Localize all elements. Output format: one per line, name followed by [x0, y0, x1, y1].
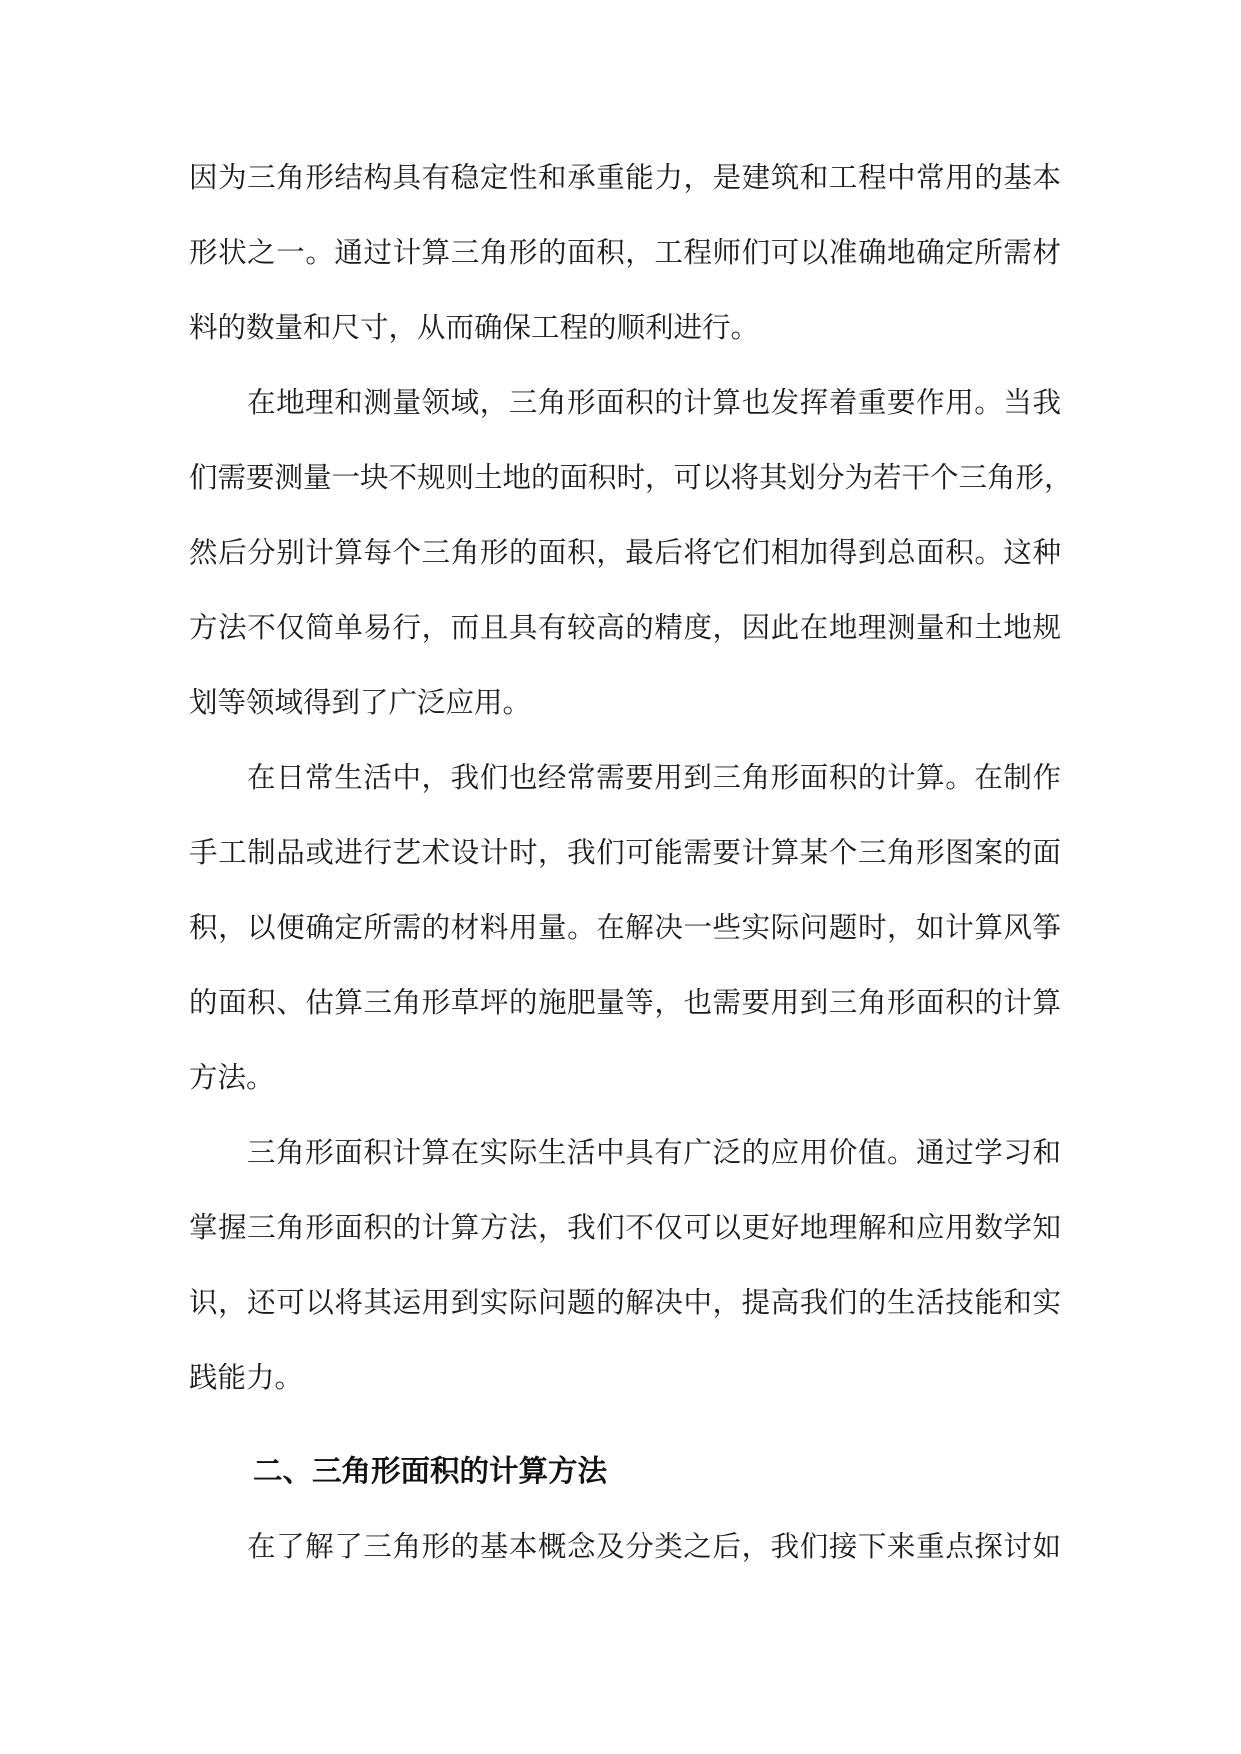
paragraph-line: 因为三角形结构具有稳定性和承重能力，是建筑和工程中常用的基本: [189, 161, 1061, 194]
paragraph-line: 掌握三角形面积的计算方法，我们不仅可以更好地理解和应用数学知: [189, 1211, 1061, 1244]
paragraph: [189, 365, 1073, 740]
document-body: [189, 140, 1073, 1584]
paragraph: [189, 740, 1061, 1115]
paragraph-line: 的面积、估算三角形草坪的施肥量等，也需要用到三角形面积的计算: [189, 986, 1061, 1019]
paragraph-line: 方法。: [189, 1061, 275, 1094]
paragraph-line: 然后分别计算每个三角形的面积，最后将它们相加得到总面积。这种: [189, 536, 1061, 569]
paragraph-line: 践能力。: [189, 1361, 304, 1394]
paragraph-line: 积，以便确定所需的材料用量。在解决一些实际问题时，如计算风筝: [189, 911, 1061, 944]
section-gap: [189, 1415, 1061, 1434]
paragraph: [189, 140, 1061, 365]
paragraph-line: 在地理和测量领域，三角形面积的计算也发挥着重要作用。当我: [247, 386, 1061, 419]
paragraph-line: 料的数量和尺寸，从而确保工程的顺利进行。: [189, 311, 760, 344]
paragraph-line: 识，还可以将其运用到实际问题的解决中，提高我们的生活技能和实: [189, 1286, 1061, 1319]
paragraph-line: 们需要测量一块不规则土地的面积时，可以将其划分为若干个三角形，: [189, 461, 1073, 494]
paragraph-line: 形状之一。通过计算三角形的面积，工程师们可以准确地确定所需材: [189, 236, 1061, 269]
paragraph: [189, 1509, 1061, 1584]
paragraph: [189, 1115, 1061, 1415]
paragraph-line: 三角形面积计算在实际生活中具有广泛的应用价值。通过学习和: [247, 1136, 1061, 1169]
paragraph-line: 在日常生活中，我们也经常需要用到三角形面积的计算。在制作: [247, 761, 1061, 794]
section-heading: 二、三角形面积的计算方法: [253, 1454, 608, 1488]
paragraph-line: 方法不仅简单易行，而且具有较高的精度，因此在地理测量和土地规: [189, 611, 1061, 644]
paragraph-line: 划等领域得到了广泛应用。: [189, 686, 532, 719]
paragraph-line: 手工制品或进行艺术设计时，我们可能需要计算某个三角形图案的面: [189, 836, 1061, 869]
paragraph-line: 在了解了三角形的基本概念及分类之后，我们接下来重点探讨如: [247, 1530, 1061, 1563]
